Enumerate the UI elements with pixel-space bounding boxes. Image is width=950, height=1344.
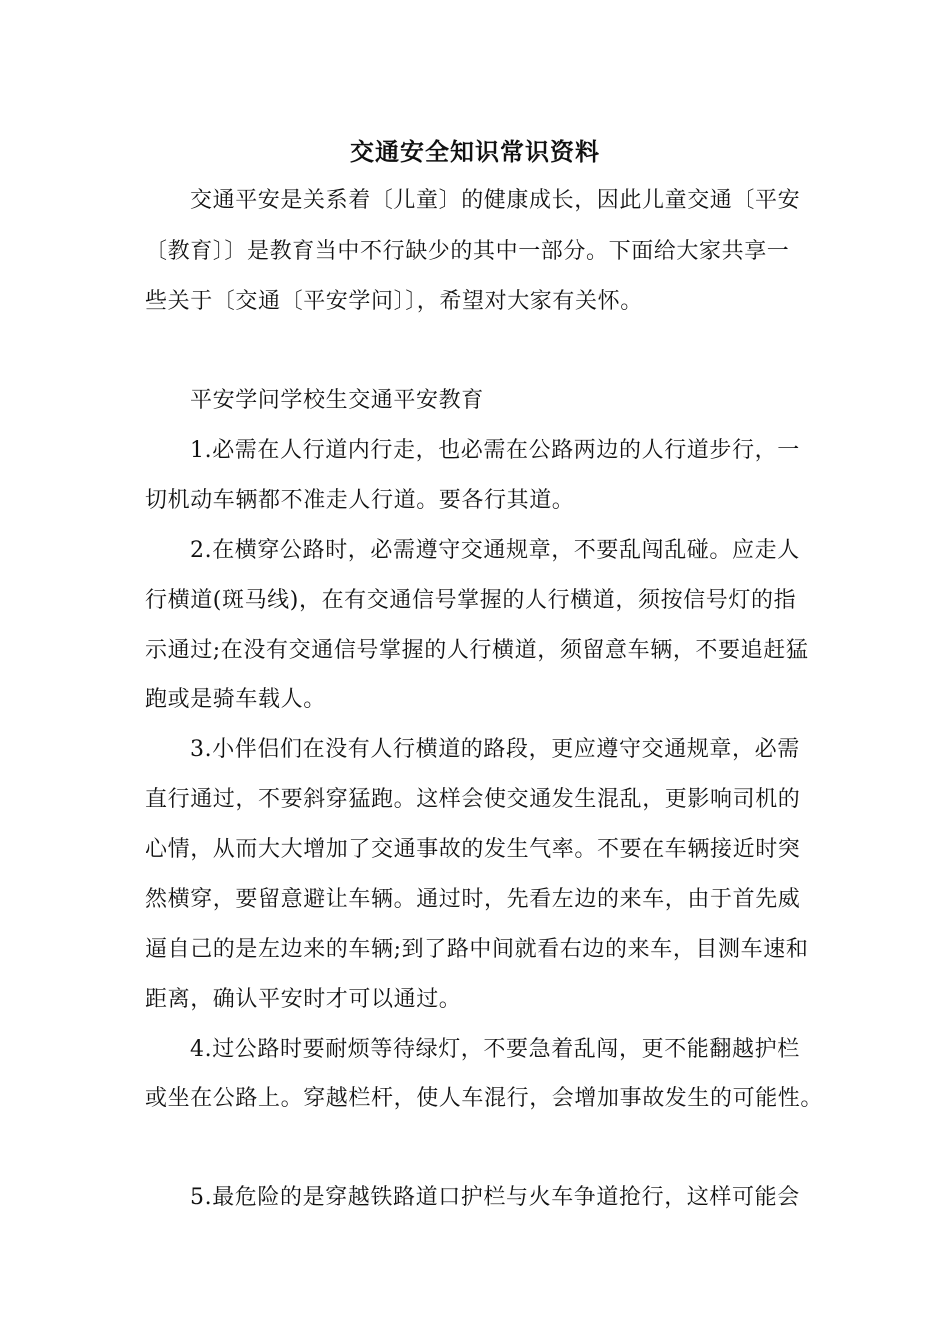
paragraph-line: 2.在横穿公路时，必需遵守交通规章，不要乱闯乱碰。应走人: [190, 538, 800, 563]
paragraph-line: 逼自己的是左边来的车辆;到了路中间就看右边的来车，目测车速和: [145, 937, 809, 962]
paragraph-line: 切机动车辆都不准走人行道。要各行其道。: [145, 488, 575, 513]
paragraph-line: 然横穿，要留意避让车辆。通过时，先看左边的来车，由于首先威: [145, 887, 801, 912]
paragraph-line: 直行通过，不要斜穿猛跑。这样会使交通发生混乱，更影响司机的: [145, 787, 801, 812]
paragraph-line: 示通过;在没有交通信号掌握的人行横道，须留意车辆，不要追赶猛: [145, 638, 809, 663]
paragraph-line: 跑或是骑车载人。: [145, 687, 326, 712]
paragraph-line: 或坐在公路上。穿越栏杆，使人车混行，会增加事故发生的可能性。: [145, 1086, 824, 1111]
paragraph-line: 〔教育〕〕是教育当中不行缺少的其中一部分。下面给大家共享一: [145, 239, 790, 264]
section-heading: 平安学问学校生交通平安教育: [190, 388, 484, 413]
paragraph-line: 行横道(斑马线)，在有交通信号掌握的人行横道，须按信号灯的指: [145, 588, 797, 613]
paragraph-line: 些关于〔交通〔平安学问〕〕，希望对大家有关怀。: [145, 289, 643, 314]
paragraph-line: 心情，从而大大增加了交通事故的发生气率。不要在车辆接近时突: [145, 837, 801, 862]
document-title: 交通安全知识常识资料: [350, 137, 600, 166]
paragraph-line: 5.最危险的是穿越铁路道口护栏与火车争道抢行，这样可能会: [190, 1185, 800, 1210]
paragraph-line: 距离，确认平安时才可以通过。: [145, 987, 462, 1012]
paragraph-line: 3.小伴侣们在没有人行横道的路段，更应遵守交通规章，必需: [190, 737, 800, 762]
paragraph-line: 交通平安是关系着〔儿童〕的健康成长，因此儿童交通〔平安: [190, 188, 801, 213]
paragraph-line: 1.必需在人行道内行走，也必需在公路两边的人行道步行，一: [190, 438, 800, 463]
paragraph-line: 4.过公路时要耐烦等待绿灯，不要急着乱闯，更不能翻越护栏: [190, 1037, 800, 1062]
